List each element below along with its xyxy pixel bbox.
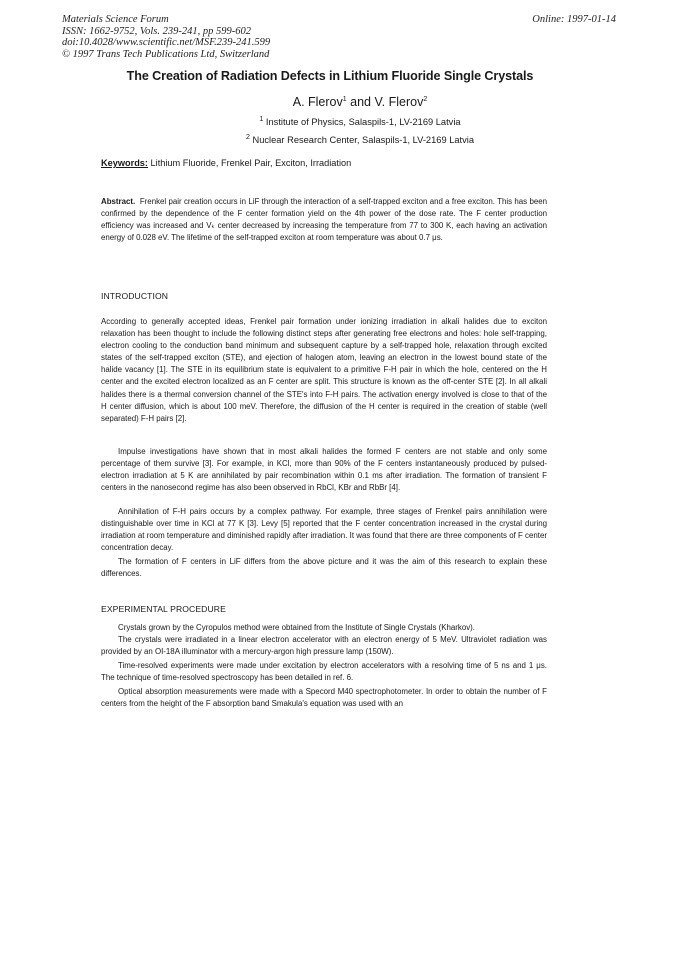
body-paragraph: The formation of F centers in LiF differs from the above picture and it was the aim of this research to explain these differences. [101, 557, 547, 579]
affiliation-mark: 2 [245, 133, 250, 141]
author-line [60, 95, 660, 109]
author-affiliation-mark: 2 [423, 95, 428, 103]
author-affiliation-mark: 1 [342, 95, 347, 103]
body-paragraph: According to generally accepted ideas, Frenkel pair formation under ionizing irradiation in alkali halides due to exciton relaxation has been thought to include the following distinct steps after generating free electrons and holes: hole self-trapping, electron cooling to the conduction band minimum and subsequent capture by a self-trapped hole, relaxation through excited states of the self-trapped exciton (STE), and ejection of halogen atom, leaving an electron in the lowest bound state of the halide vacancy [1]. The STE in its equilibrium state is equivalent to a primitive F-H pair in which the hole, centered on the H center and the excited electron localized as an F center are split. This structure is known as the off-center STE [2]. In all alkali halides there is a thermal conversion channel of the STE's into F-H pairs. The activation energy involved is close to that of the H center diffusion, which is about 100 meV. Therefore, the diffusion of the H center is required in the creation of stable (well separated) F-H pairs [2]. [101, 317, 547, 423]
doi-line: doi:10.4028/www.scientific.net/MSF.239-241.599 [62, 37, 271, 48]
affiliation-text: Nuclear Research Center, Salaspils-1, LV-2169 Latvia [252, 135, 475, 145]
author-name: A. Flerov [292, 95, 343, 109]
affiliation-mark: 1 [259, 115, 264, 123]
author-separator: and [346, 95, 375, 109]
journal-meta [62, 14, 270, 60]
body-paragraph: Time-resolved experiments were made under excitation by electron accelerators with a resolving time of 5 ns and 1 μs. The technique of time-resolved spectroscopy has been detailed in ref. 6. [101, 661, 547, 683]
affiliation-text: Institute of Physics, Salaspils-1, LV-2169 Latvia [265, 117, 461, 127]
online-date: Online: 1997-01-14 [532, 14, 616, 25]
keywords-label: Keywords: [101, 158, 148, 168]
abstract-paragraph [101, 196, 547, 244]
body-paragraph: Crystals grown by the Cyropulos method were obtained from the Institute of Single Crystals (Kharkov). [118, 623, 475, 632]
issn-line: ISSN: 1662-9752, Vols. 239-241, pp 599-602 [62, 25, 251, 37]
abstract-label: Abstract. [101, 197, 136, 206]
abstract-text: Frenkel pair creation occurs in LiF through the interaction of a self-trapped exciton and a free exciton. This has been confirmed by the dependence of the F center formation yield on the 4th power of the dose rate. The F center production efficiency was increased and Vₖ center decreased by increasing the temperature from 77 to 300 K, each having an activation energy of 0.028 eV. The lifetime of the self-trapped exciton at room temperature was about 0.7 μs. [101, 197, 548, 243]
section-heading-introduction: INTRODUCTION [101, 291, 169, 301]
body-paragraph: Annihilation of F-H pairs occurs by a complex pathway. For example, three stages of Frenkel pairs annihilation were distinguishable over time in KCl at 77 K [3]. Levy [5] reported that the F center concentration increased in the crystal during irradiation at room temperature and diminished rapidly after irradiation. It was found that there are three components of F center concentration decay. [101, 507, 547, 553]
body-paragraph: Impulse investigations have shown that in most alkali halides the formed F centers are not stable and only some percentage of them survive [3]. For example, in KCl, more than 90% of the F centers instantaneously produced by pulsed-electron irradiation at 5 K are annihilated by pair recombination within 0.1 ms after irradiation. The formation of transient F centers in the nanosecond regime has also been observed in RbCl, KBr and RbBr [4]. [101, 447, 547, 493]
author-name: V. Flerov [374, 95, 424, 109]
affiliation [60, 135, 660, 145]
affiliation [60, 117, 660, 127]
journal-name: Materials Science Forum [62, 14, 169, 25]
body-paragraph: Optical absorption measurements were made with a Specord M40 spectrophotometer. In order to obtain the number of F centers from the height of the F absorption band Smakula's equation was used with an [101, 687, 547, 709]
keywords-text: Lithium Fluoride, Frenkel Pair, Exciton, Irradiation [150, 158, 352, 168]
copyright-line: © 1997 Trans Tech Publications Ltd, Switzerland [62, 48, 270, 60]
keywords-line [101, 158, 351, 168]
body-paragraph: The crystals were irradiated in a linear electron accelerator with an electron energy of 5 MeV. Ultraviolet radiation was provided by an OI-18A illuminator with a mercury-argon high pressure lamp (150W). [101, 635, 547, 657]
paper-title: The Creation of Radiation Defects in Lithium Fluoride Single Crystals [126, 69, 534, 83]
section-heading-experimental: EXPERIMENTAL PROCEDURE [101, 604, 226, 614]
